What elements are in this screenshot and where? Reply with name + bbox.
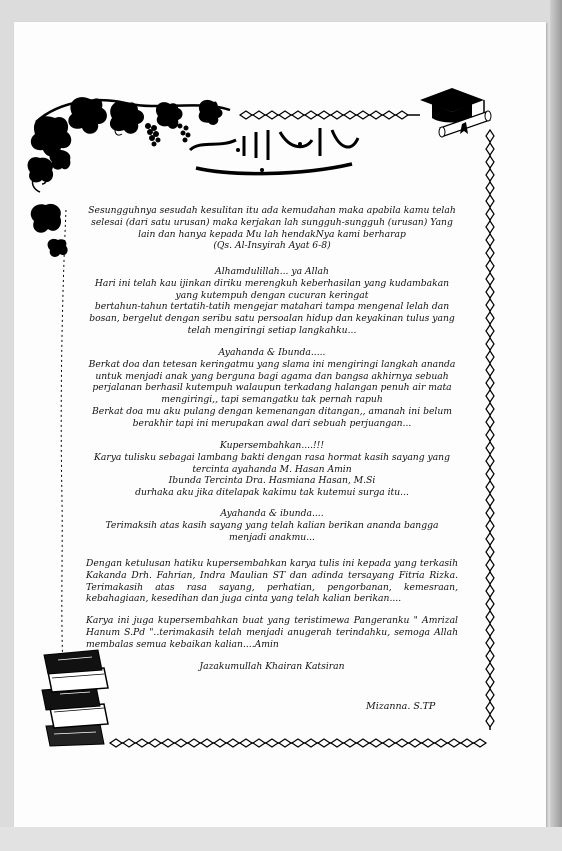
paragraph-line: perjalanan berhasil kutempuh walaupun terkadang halangan penuh air mata	[92, 382, 452, 394]
paragraph-line: Berkat doa dan tetesan keringatmu yang slama ini mengiringi langkah ananda	[88, 358, 456, 370]
paragraph-line: durhaka aku jika ditelapak kakimu tak kutemui surga itu...	[135, 487, 409, 499]
border-diamond	[266, 739, 278, 747]
border-diamond	[486, 520, 494, 532]
paragraph-line: menjadi anakmu...	[229, 531, 315, 543]
border-diamond	[486, 364, 494, 376]
border-diamond	[486, 234, 494, 246]
border-diamond	[383, 739, 395, 747]
left-vine-line	[61, 210, 66, 690]
border-diamond	[486, 143, 494, 155]
border-diamond	[318, 111, 330, 119]
border-diamond	[305, 111, 317, 119]
border-diamond	[486, 338, 494, 350]
to-siblings	[86, 558, 458, 605]
border-diamond	[486, 611, 494, 623]
border-diamond	[486, 312, 494, 324]
border-diamond	[486, 663, 494, 675]
paragraph: Dengan ketulusan hatiku kupersembahkan karya tulis ini kepada yang terkasih Kakanda Drh. Fahrian, Indra Maulian ST dan adinda tersayang Fitria Rizka. Terimakasih atas rasa sayang, perhatian, pengorbanan, kemesraan, kebahagiaan, kesedihan dan juga cinta yang telah kalian berikan....	[86, 558, 458, 605]
border-diamond	[110, 739, 122, 747]
to-partner	[86, 615, 458, 650]
border-diamond	[486, 637, 494, 649]
border-diamond	[486, 208, 494, 220]
border-diamond	[486, 533, 494, 545]
section-heading: Alhamdulillah... ya Allah	[215, 266, 329, 277]
border-diamond	[486, 260, 494, 272]
quote-line: lain dan hanya kepada Mu lah hendakNya kami berharap	[138, 228, 406, 240]
border-diamond	[240, 739, 252, 747]
border-diamond	[344, 111, 356, 119]
border-diamond	[149, 739, 161, 747]
border-diamond	[486, 481, 494, 493]
border-diamond	[396, 111, 408, 119]
border-diamond	[292, 111, 304, 119]
border-diamond	[370, 111, 382, 119]
border-diamond	[486, 299, 494, 311]
quote-line: selesai (dari satu urusan) maka kerjakan lah sungguh-sungguh (urusan) Yang	[91, 216, 453, 228]
paragraph-line: Ibunda Tercinta Dra. Hasmiana Hasan, M.Si	[168, 475, 376, 487]
paragraph-line: untuk menjadi anak yang berguna bagi agama dan bangsa akhirnya sebuah	[95, 370, 449, 382]
right-border-chain	[486, 130, 494, 730]
border-diamond	[486, 169, 494, 181]
border-diamond	[435, 739, 447, 747]
border-diamond	[409, 739, 421, 747]
border-diamond	[266, 111, 278, 119]
border-diamond	[486, 572, 494, 584]
paragraph-line: Terimaksih atas kasih sayang yang telah kalian berikan ananda bangga	[105, 519, 439, 531]
border-diamond	[123, 739, 135, 747]
quote-line: Sesungguhnya sesudah kesulitan itu ada kemudahan maka apabila kamu telah	[88, 205, 456, 216]
border-diamond	[175, 739, 187, 747]
border-diamond	[253, 739, 265, 747]
paragraph-line: mengiringi,, tapi semangatku tak pernah rapuh	[161, 394, 383, 406]
border-diamond	[486, 468, 494, 480]
border-diamond	[486, 221, 494, 233]
border-diamond	[279, 111, 291, 119]
signature: Mizanna. S.TP	[366, 701, 436, 712]
border-diamond	[486, 325, 494, 337]
section-heading: Kupersembahkan....!!!	[219, 440, 325, 451]
border-diamond	[383, 111, 395, 119]
border-diamond	[162, 739, 174, 747]
border-diamond	[486, 130, 494, 142]
border-diamond	[318, 739, 330, 747]
border-diamond	[292, 739, 304, 747]
border-diamond	[486, 377, 494, 389]
border-diamond	[448, 739, 460, 747]
border-diamond	[136, 739, 148, 747]
border-diamond	[188, 739, 200, 747]
border-diamond	[305, 739, 317, 747]
border-diamond	[331, 111, 343, 119]
border-diamond	[474, 739, 486, 747]
border-diamond	[240, 111, 252, 119]
border-diamond	[370, 739, 382, 747]
to-parents	[86, 347, 458, 430]
basmalah-calligraphy	[190, 128, 358, 174]
dedication-section	[86, 440, 458, 499]
paragraph-line: berakhir tapi ini merupakan awal dari sebuah perjuangan...	[132, 417, 412, 429]
border-diamond	[486, 715, 494, 727]
border-diamond	[331, 739, 343, 747]
border-diamond	[486, 403, 494, 415]
border-diamond	[486, 702, 494, 714]
paragraph-line: Karya tulisku sebagai lambang bakti dengan rasa hormat kasih sayang yang	[94, 451, 450, 463]
paragraph-line: yang kutempuh dengan cucuran keringat	[175, 289, 369, 301]
border-diamond	[486, 559, 494, 571]
bottom-border-chain	[110, 739, 486, 747]
border-diamond	[486, 273, 494, 285]
border-diamond	[486, 156, 494, 168]
border-diamond	[214, 739, 226, 747]
border-diamond	[357, 111, 369, 119]
paragraph-line: Berkat doa mu aku pulang dengan kemenangan ditangan,, amanah ini belum	[92, 405, 452, 417]
border-diamond	[227, 739, 239, 747]
border-diamond	[486, 455, 494, 467]
paragraph-line: Hari ini telah kau ijinkan diriku merengkuh keberhasilan yang kudambakan	[94, 277, 450, 289]
quran-quote	[86, 205, 458, 252]
border-diamond	[486, 442, 494, 454]
border-diamond	[279, 739, 291, 747]
border-diamond	[486, 195, 494, 207]
border-diamond	[486, 494, 494, 506]
closing-prayer	[86, 661, 458, 673]
closing-line: Jazakumullah Khairan Katsiran	[199, 661, 345, 672]
border-diamond	[486, 507, 494, 519]
border-diamond	[486, 182, 494, 194]
paragraph-line: bertahun-tahun tertatih-tatih mengejar matahari tampa mengenal lelah dan	[94, 301, 450, 313]
paragraph-line: tercinta ayahanda M. Hasan Amin	[192, 463, 352, 475]
border-diamond	[357, 739, 369, 747]
section-heading: Ayahanda & Ibunda.....	[218, 347, 326, 358]
paragraph-line: bosan, bergelut dengan seribu satu persoalan hidup dan keyakinan tulus yang	[89, 313, 455, 325]
border-diamond	[253, 111, 265, 119]
border-diamond	[486, 390, 494, 402]
border-diamond	[486, 676, 494, 688]
border-diamond	[486, 247, 494, 259]
border-diamond	[201, 739, 213, 747]
border-diamond	[486, 416, 494, 428]
border-diamond	[344, 739, 356, 747]
paragraph-line: telah mengiringi setiap langkahku...	[187, 324, 357, 336]
gratitude-to-allah	[86, 266, 458, 337]
border-diamond	[486, 429, 494, 441]
border-diamond	[486, 598, 494, 610]
border-diamond	[461, 739, 473, 747]
quote-citation: (Qs. Al-Insyirah Ayat 6-8)	[213, 240, 331, 252]
border-diamond	[486, 689, 494, 701]
section-heading: Ayahanda & ibunda....	[220, 508, 324, 519]
border-diamond	[486, 624, 494, 636]
border-diamond	[486, 585, 494, 597]
border-diamond	[422, 739, 434, 747]
top-border-chain	[240, 111, 420, 119]
border-diamond	[486, 351, 494, 363]
border-diamond	[486, 650, 494, 662]
border-diamond	[486, 546, 494, 558]
paragraph: Karya ini juga kupersembahkan buat yang teristimewa Pangeranku " Amrizal Hanum S.Pd "..terimakasih telah menjadi anugerah terindahku, semoga Allah membalas semua kebaikan kalian....Amin	[86, 615, 458, 650]
border-diamond	[396, 739, 408, 747]
border-diamond	[486, 286, 494, 298]
thanks-to-parents	[86, 508, 458, 543]
